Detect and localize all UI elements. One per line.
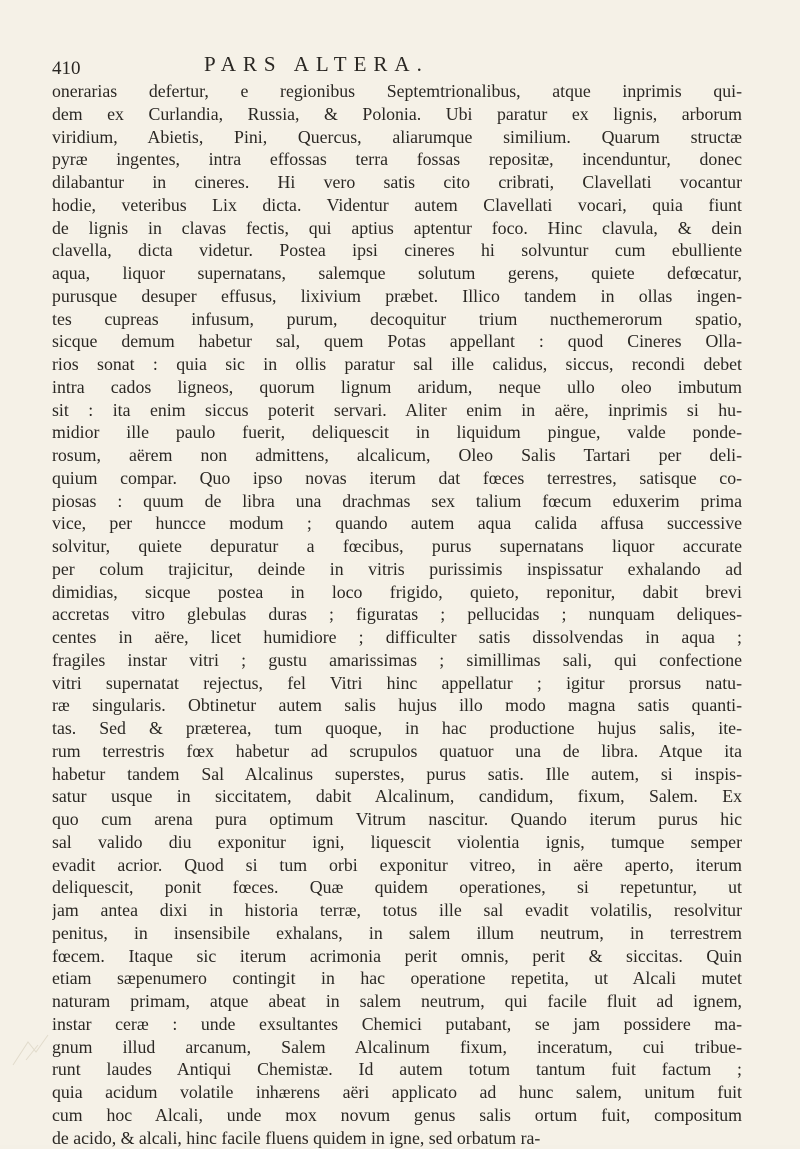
text-line: naturam primam, atque abeat in salem neutrum, qui facile fluit ad ignem, xyxy=(52,990,742,1013)
text-line: dem ex Curlandia, Russia, & Polonia. Ubi paratur ex lignis, arborum xyxy=(52,103,742,126)
running-head: PARS ALTERA. xyxy=(204,52,429,77)
text-line: vitri supernatat rejectus, fel Vitri hinc appellatur ; igitur prorsus natu- xyxy=(52,672,742,695)
text-line: quo cum arena pura optimum Vitrum nascitur. Quando iterum purus hic xyxy=(52,808,742,831)
text-line: rum terrestris fœx habetur ad scrupulos quatuor una de libra. Atque ita xyxy=(52,740,742,763)
text-line: viridium, Abietis, Pini, Quercus, aliarumque similium. Quarum structæ xyxy=(52,126,742,149)
page-number: 410 xyxy=(52,58,81,80)
paper-stain xyxy=(8,1030,68,1070)
text-line: centes in aëre, licet humidiore ; difficulter satis dissolvendas in aqua ; xyxy=(52,626,742,649)
text-line: de acido, & alcali, hinc facile fluens quidem in igne, sed orbatum ra- xyxy=(52,1127,742,1149)
text-line: intra cados ligneos, quorum lignum aridum, neque ullo oleo imbutum xyxy=(52,376,742,399)
text-line: dilabantur in cineres. Hi vero satis cito cribrati, Clavellati vocantur xyxy=(52,171,742,194)
text-line: clavella, dicta videtur. Postea ipsi cineres hi solvuntur cum ebulliente xyxy=(52,239,742,262)
text-line: deliquescit, ponit fœces. Quæ quidem operationes, si repetuntur, ut xyxy=(52,876,742,899)
text-line: ræ singularis. Obtinetur autem salis hujus illo modo magna satis quanti- xyxy=(52,694,742,717)
text-line: sit : ita enim siccus poterit servari. Aliter enim in aëre, inprimis si hu- xyxy=(52,399,742,422)
text-line: sicque demum habetur sal, quem Potas appellant : quod Cineres Olla- xyxy=(52,330,742,353)
text-line: fœcem. Itaque sic iterum acrimonia perit omnis, perit & siccitas. Quin xyxy=(52,945,742,968)
text-line: accretas vitro glebulas duras ; figuratas ; pellucidas ; nunquam deliques- xyxy=(52,603,742,626)
text-line: piosas : quum de libra una drachmas sex talium fœcum eduxerim prima xyxy=(52,490,742,513)
text-line: gnum illud arcanum, Salem Alcalinum fixum, inceratum, cui tribue- xyxy=(52,1036,742,1059)
text-line: de lignis in clavas fectis, qui aptius aptentur foco. Hinc clavula, & dein xyxy=(52,217,742,240)
text-line: dimidias, sicque postea in loco frigido, quieto, reponitur, dabit brevi xyxy=(52,581,742,604)
text-line: jam antea dixi in historia terræ, totus ille sal evadit volatilis, resolvitur xyxy=(52,899,742,922)
text-line: pyræ ingentes, intra effossas terra fossas repositæ, incenduntur, donec xyxy=(52,148,742,171)
text-line: midior ille paulo fuerit, deliquescit in liquidum pingue, valde ponde- xyxy=(52,421,742,444)
text-line: evadit acrior. Quod si tum orbi exponitur vitreo, in aëre aperto, iterum xyxy=(52,854,742,877)
text-line: penitus, in insensibile exhalans, in salem illum neutrum, in terrestrem xyxy=(52,922,742,945)
text-line: etiam sæpenumero contingit in hac operatione repetita, ut Alcali mutet xyxy=(52,967,742,990)
text-line: solvitur, quiete depuratur a fœcibus, purus supernatans liquor accurate xyxy=(52,535,742,558)
text-line: aqua, liquor supernatans, salemque solutum gerens, quiete defœcatur, xyxy=(52,262,742,285)
text-line: runt laudes Antiqui Chemistæ. Id autem totum tantum fuit factum ; xyxy=(52,1058,742,1081)
text-line: purusque desuper effusus, lixivium præbet. Illico tandem in ollas ingen- xyxy=(52,285,742,308)
text-line: tas. Sed & præterea, tum quoque, in hac productione hujus salis, ite- xyxy=(52,717,742,740)
text-line: rosum, aërem non admittens, alcalicum, Oleo Salis Tartari per deli- xyxy=(52,444,742,467)
text-line: vice, per huncce modum ; quando autem aqua calida affusa successive xyxy=(52,512,742,535)
text-line: habetur tandem Sal Alcalinus superstes, purus satis. Ille autem, si inspis- xyxy=(52,763,742,786)
text-line: satur usque in siccitatem, dabit Alcalinum, candidum, fixum, Salem. Ex xyxy=(52,785,742,808)
text-line: instar ceræ : unde exsultantes Chemici putabant, se jam possidere ma- xyxy=(52,1013,742,1036)
body-text xyxy=(52,80,742,1149)
text-line: onerarias defertur, e regionibus Septemtrionalibus, atque inprimis qui- xyxy=(52,80,742,103)
text-line: rios sonat : quia sic in ollis paratur sal ille calidus, siccus, recondi debet xyxy=(52,353,742,376)
text-line: quia acidum volatile inhærens aëri applicato ad hunc salem, unitum fuit xyxy=(52,1081,742,1104)
text-line: sal valido diu exponitur igni, liquescit violentia ignis, tumque semper xyxy=(52,831,742,854)
text-line: hodie, veteribus Lix dicta. Videntur autem Clavellati vocari, quia fiunt xyxy=(52,194,742,217)
text-line: tes cupreas infusum, purum, decoquitur trium nucthemerorum spatio, xyxy=(52,308,742,331)
text-line: cum hoc Alcali, unde mox novum genus salis ortum fuit, compositum xyxy=(52,1104,742,1127)
text-line: quium compar. Quo ipso novas iterum dat fœces terrestres, satisque co- xyxy=(52,467,742,490)
text-line: fragiles instar vitri ; gustu amarissimas ; simillimas sali, qui confectione xyxy=(52,649,742,672)
page-header xyxy=(52,52,710,78)
text-line: per colum trajicitur, deinde in vitris purissimis inspissatur exhalando ad xyxy=(52,558,742,581)
